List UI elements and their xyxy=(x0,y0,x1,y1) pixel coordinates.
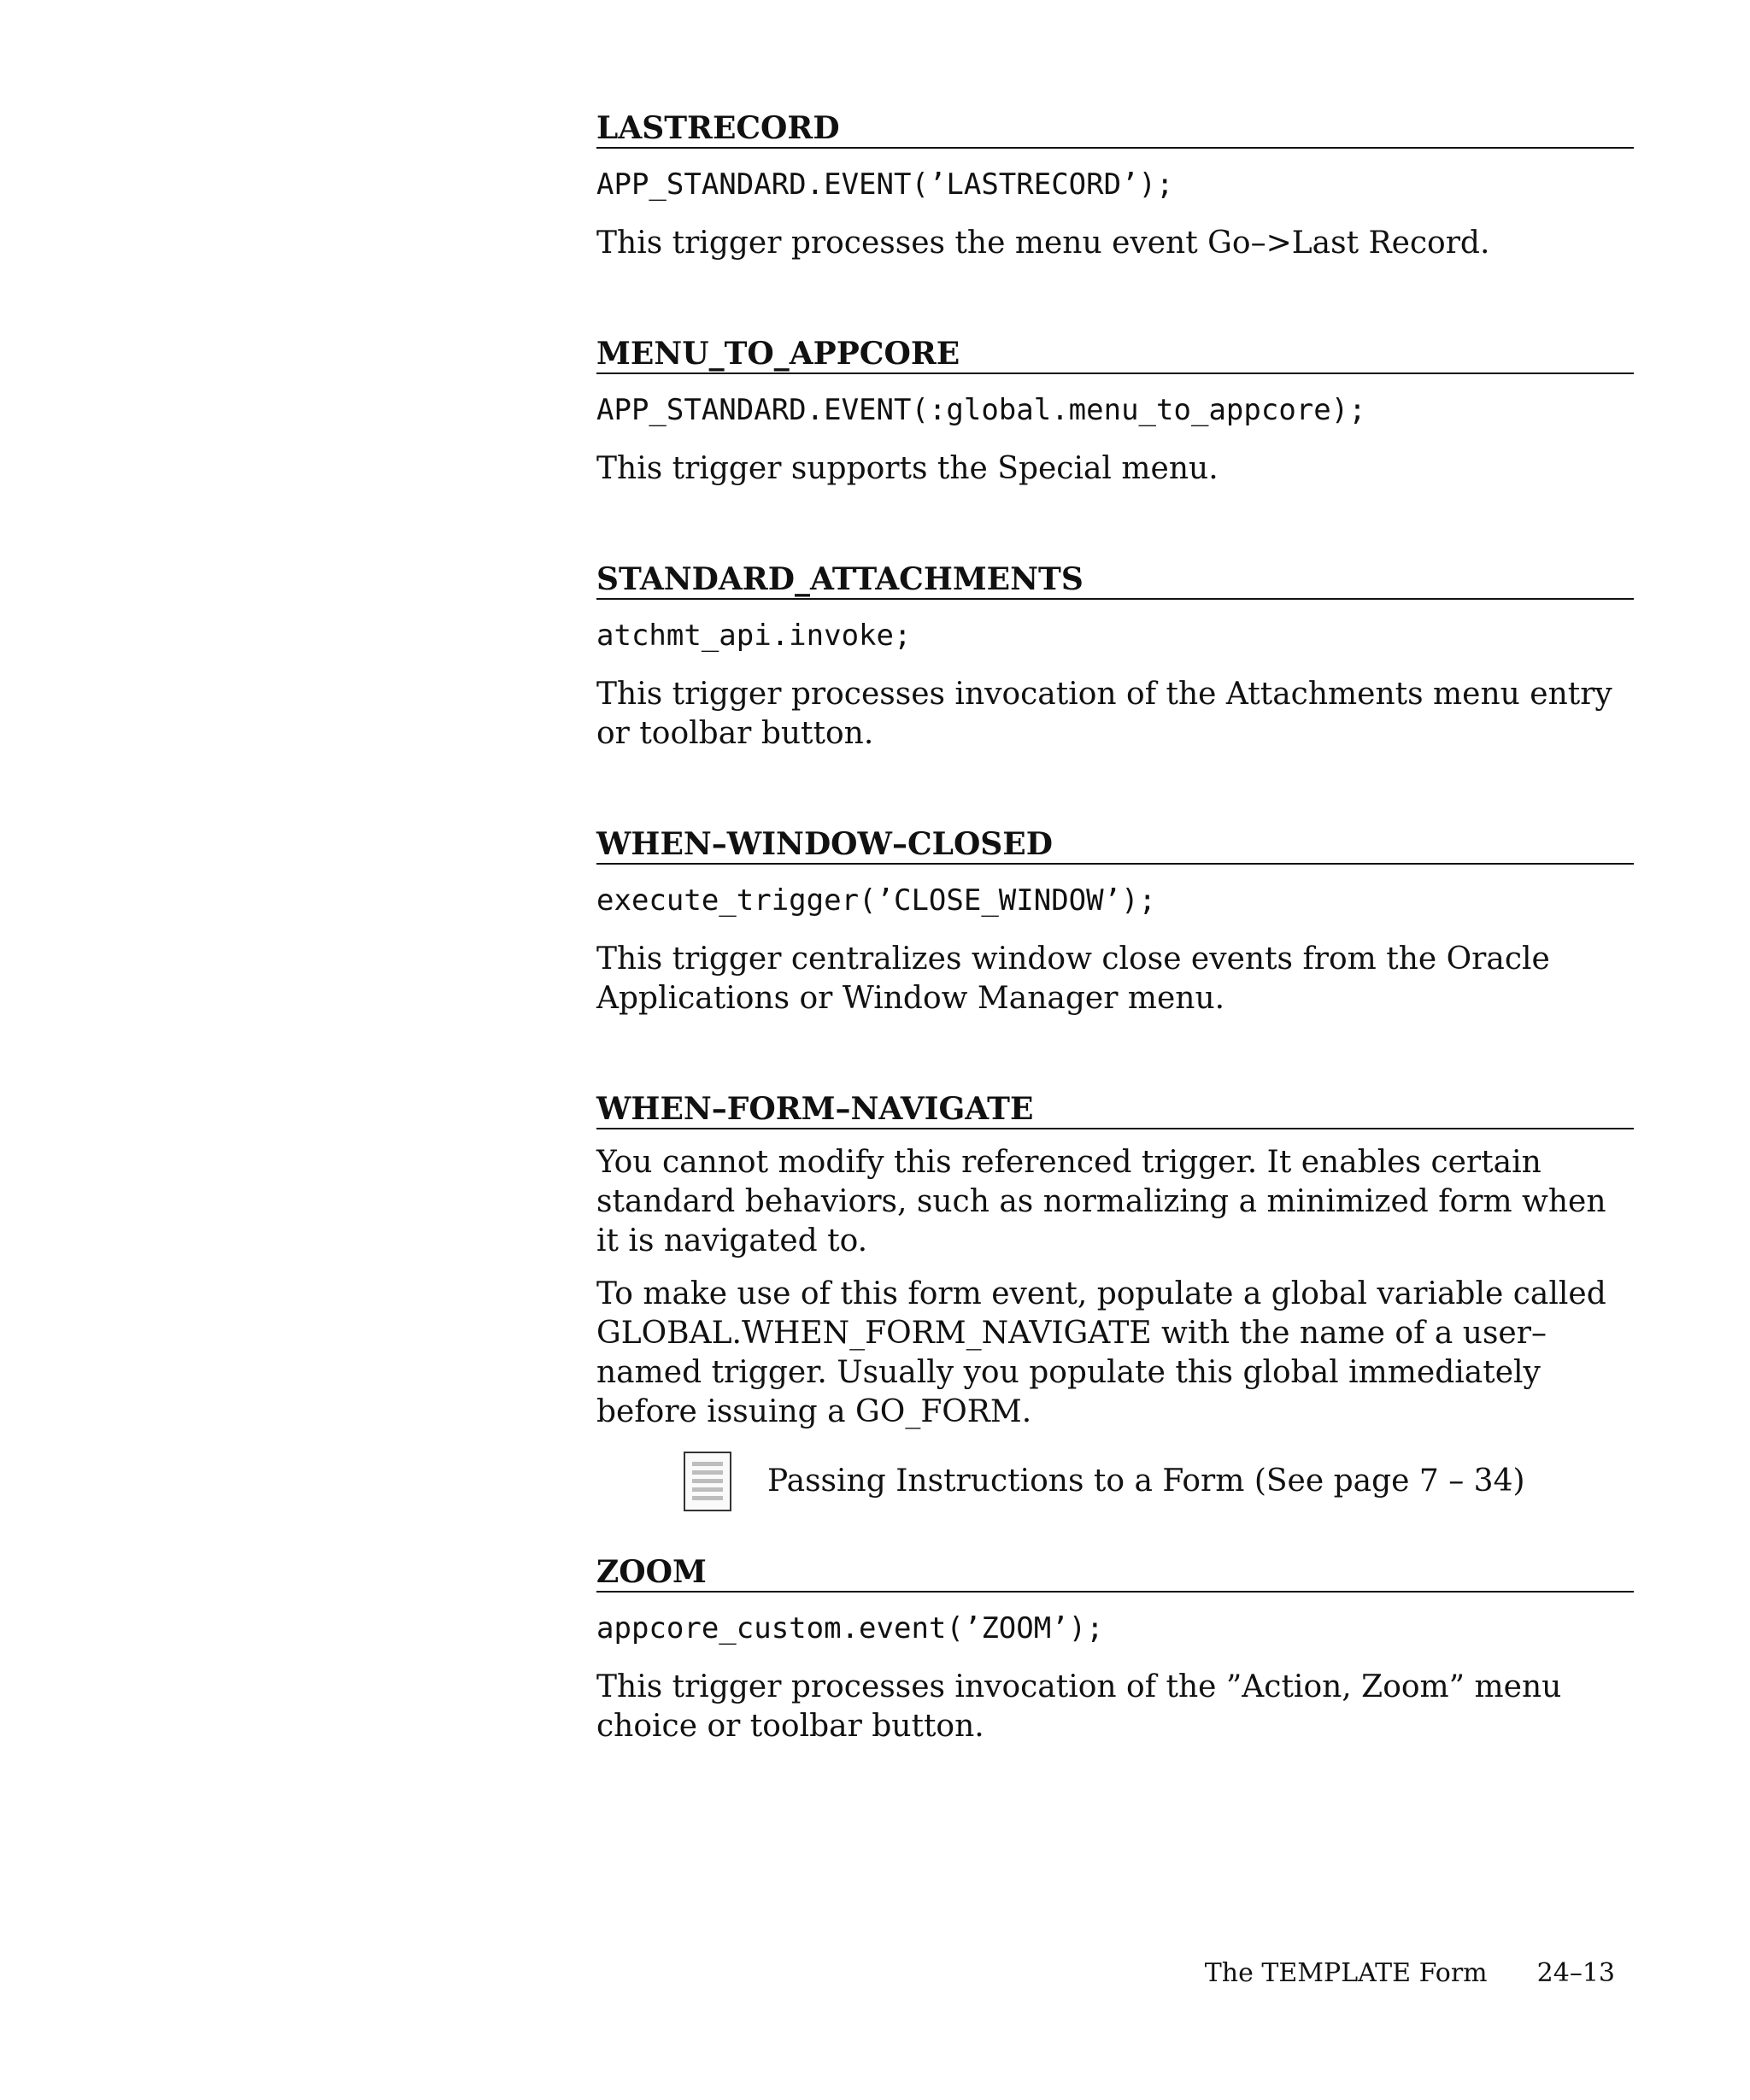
section-heading: WHEN–WINDOW–CLOSED xyxy=(596,825,1634,865)
code-line: APP_STANDARD.EVENT(’LASTRECORD’); xyxy=(596,167,1174,202)
section-when-window-closed xyxy=(596,825,1634,1018)
page-number: 24–13 xyxy=(1536,1958,1615,1988)
section-menu-to-appcore xyxy=(596,335,1634,489)
description: This trigger processes invocation of the Attachments menu entry or toolbar button. xyxy=(596,677,1612,751)
footer-title: The TEMPLATE Form xyxy=(1204,1958,1488,1988)
section-heading: MENU_TO_APPCORE xyxy=(596,335,1634,374)
description: To make use of this form event, populate a global variable called GLOBAL.WHEN_FORM_NAVIGATE with the name of a user–named trigger. Usually you populate this global immediately before issuing a GO_FORM. xyxy=(596,1276,1606,1429)
code-line: appcore_custom.event(’ZOOM’); xyxy=(596,1611,1104,1645)
section-heading: WHEN–FORM–NAVIGATE xyxy=(596,1090,1634,1129)
section-zoom xyxy=(596,1553,1634,1746)
page-content xyxy=(596,109,1634,1746)
section-standard-attachments xyxy=(596,560,1634,754)
section-when-form-navigate xyxy=(596,1090,1634,1512)
code-line: execute_trigger(’CLOSE_WINDOW’); xyxy=(596,883,1157,918)
description: This trigger centralizes window close events from the Oracle Applications or Window Manager menu. xyxy=(596,941,1550,1016)
section-heading: LASTRECORD xyxy=(596,109,1634,149)
section-heading: ZOOM xyxy=(596,1553,1634,1593)
code-line: APP_STANDARD.EVENT(:global.menu_to_appcore); xyxy=(596,393,1366,427)
description: This trigger supports the Special menu. xyxy=(596,451,1219,486)
section-heading: STANDARD_ATTACHMENTS xyxy=(596,560,1634,600)
description: This trigger processes the menu event Go–>Last Record. xyxy=(596,226,1490,261)
code-line: atchmt_api.invoke; xyxy=(596,619,912,653)
section-lastrecord xyxy=(596,109,1634,263)
cross-reference-link[interactable] xyxy=(684,1451,1634,1512)
description: You cannot modify this referenced trigger. It enables certain standard behaviors, such as normalizing a minimized form when it is navigated to. xyxy=(596,1145,1606,1258)
cross-reference-text[interactable]: Passing Instructions to a Form (See page 7 – 34) xyxy=(767,1464,1525,1499)
page-footer xyxy=(1205,1956,1615,1991)
description: This trigger processes invocation of the ”Action, Zoom” menu choice or toolbar button. xyxy=(596,1669,1562,1744)
document-icon xyxy=(684,1452,731,1511)
